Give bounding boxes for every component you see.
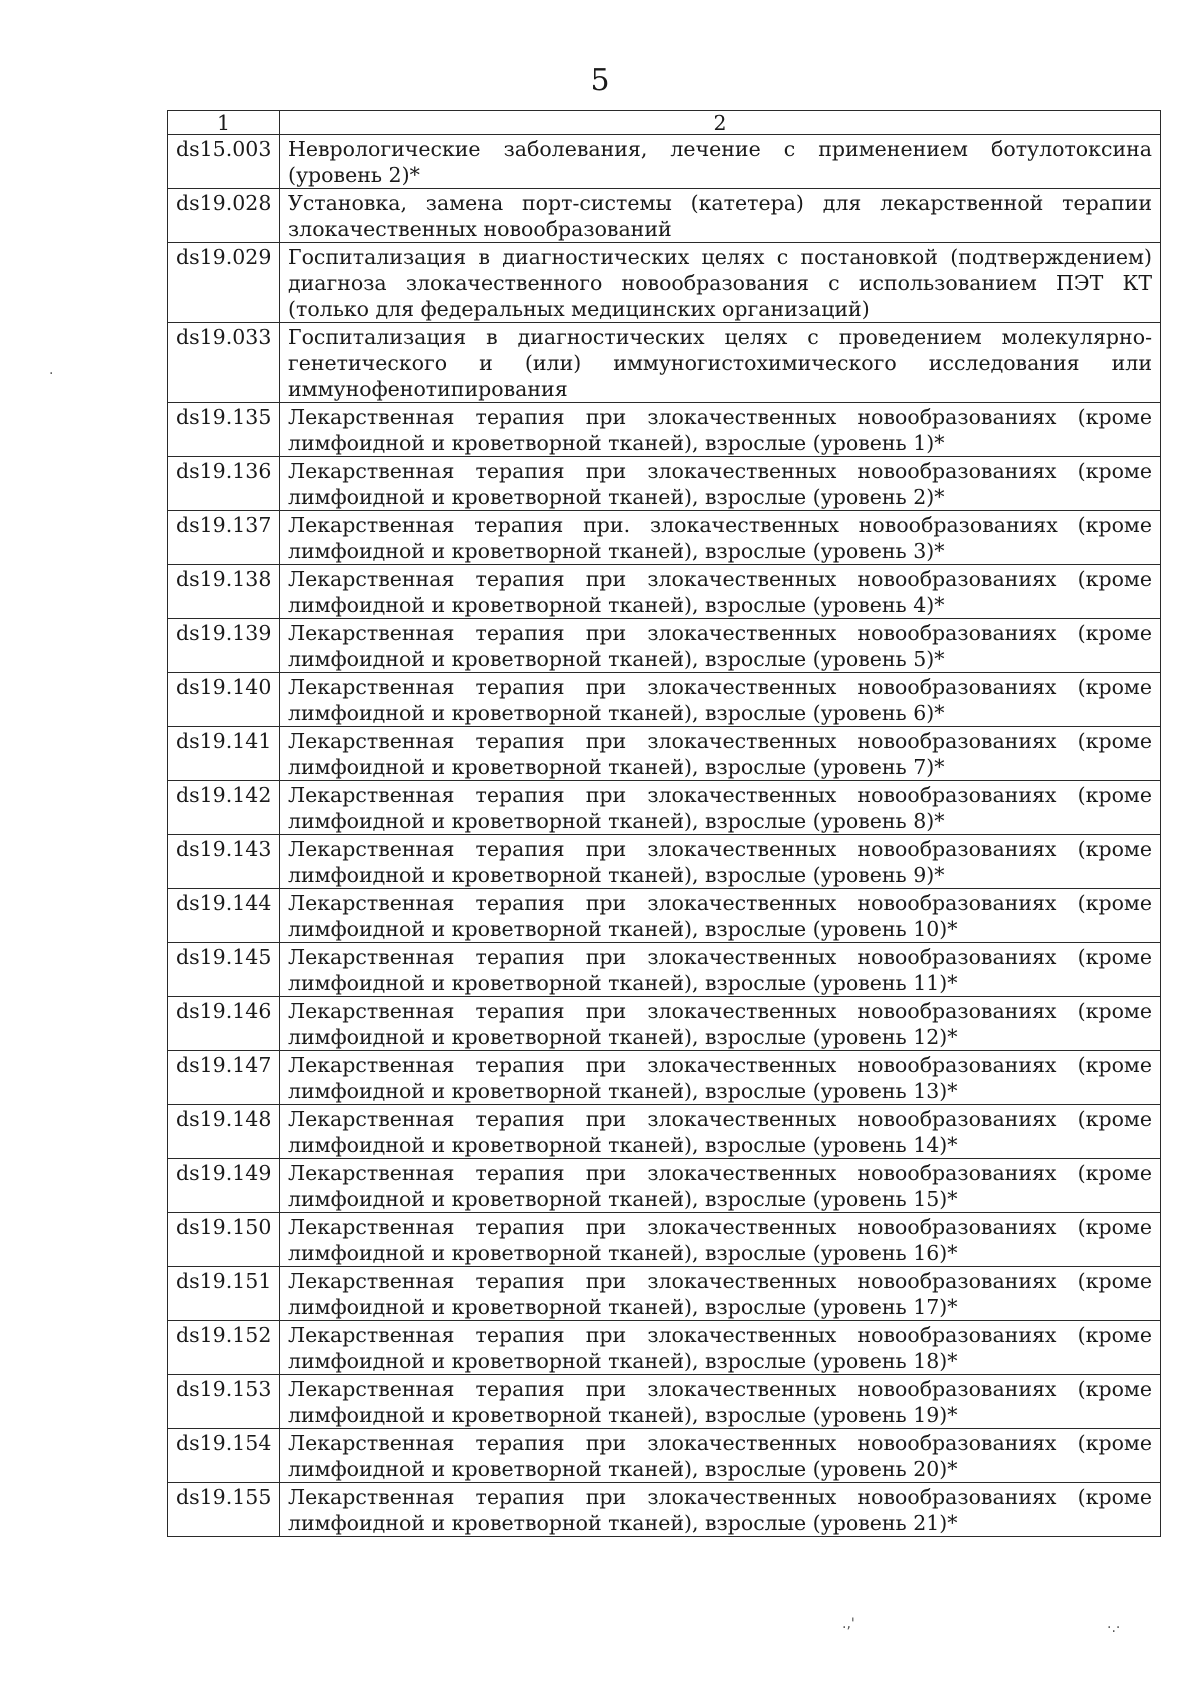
row-description: Лекарственная терапия при злокачественных новообразованиях (кроме лимфоидной и кроветворной тканей), взрослые (уровень 9)*: [280, 835, 1161, 889]
row-code: ds19.136: [168, 457, 280, 511]
table-row: [168, 1105, 1161, 1159]
column-header-1: 1: [168, 111, 280, 135]
scan-speck: .,': [842, 1616, 855, 1632]
page-number: 5: [590, 63, 610, 98]
row-code: ds19.028: [168, 189, 280, 243]
row-code: ds19.141: [168, 727, 280, 781]
tariff-table: [167, 110, 1161, 1537]
row-code: ds19.143: [168, 835, 280, 889]
row-description: Лекарственная терапия при злокачественных новообразованиях (кроме лимфоидной и кроветворной тканей), взрослые (уровень 14)*: [280, 1105, 1161, 1159]
table-row: [168, 727, 1161, 781]
row-description: Лекарственная терапия при злокачественных новообразованиях (кроме лимфоидной и кроветворной тканей), взрослые (уровень 5)*: [280, 619, 1161, 673]
table-row: [168, 323, 1161, 403]
row-description: Лекарственная терапия при злокачественных новообразованиях (кроме лимфоидной и кроветворной тканей), взрослые (уровень 19)*: [280, 1375, 1161, 1429]
table-row: [168, 243, 1161, 323]
row-description: Лекарственная терапия при злокачественных новообразованиях (кроме лимфоидной и кроветворной тканей), взрослые (уровень 15)*: [280, 1159, 1161, 1213]
table-row: [168, 1213, 1161, 1267]
table-row: [168, 673, 1161, 727]
table-row: [168, 835, 1161, 889]
scan-speck: ·.·: [1107, 1620, 1121, 1636]
table-row: [168, 1051, 1161, 1105]
row-code: ds19.148: [168, 1105, 280, 1159]
row-description: Лекарственная терапия при злокачественных новообразованиях (кроме лимфоидной и кроветворной тканей), взрослые (уровень 4)*: [280, 565, 1161, 619]
row-description: Госпитализация в диагностических целях с проведением молекулярно-генетического и (или) иммуногистохимического исследования или иммунофенотипирования: [280, 323, 1161, 403]
row-code: ds19.029: [168, 243, 280, 323]
row-code: ds19.145: [168, 943, 280, 997]
row-description: Лекарственная терапия при злокачественных новообразованиях (кроме лимфоидной и кроветворной тканей), взрослые (уровень 13)*: [280, 1051, 1161, 1105]
table-row: [168, 1321, 1161, 1375]
row-code: ds19.147: [168, 1051, 280, 1105]
table-row: [168, 1159, 1161, 1213]
row-code: ds19.135: [168, 403, 280, 457]
row-code: ds19.153: [168, 1375, 280, 1429]
row-description: Лекарственная терапия при. злокачественных новообразованиях (кроме лимфоидной и кроветворной тканей), взрослые (уровень 3)*: [280, 511, 1161, 565]
row-code: ds19.152: [168, 1321, 280, 1375]
row-description: Лекарственная терапия при злокачественных новообразованиях (кроме лимфоидной и кроветворной тканей), взрослые (уровень 2)*: [280, 457, 1161, 511]
table-header-row: [168, 111, 1161, 135]
row-code: ds19.151: [168, 1267, 280, 1321]
table-row: [168, 943, 1161, 997]
row-description: Лекарственная терапия при злокачественных новообразованиях (кроме лимфоидной и кроветворной тканей), взрослые (уровень 6)*: [280, 673, 1161, 727]
scan-speck: ·: [49, 366, 54, 382]
table-row: [168, 889, 1161, 943]
table-row: [168, 781, 1161, 835]
row-code: ds15.003: [168, 135, 280, 189]
row-code: ds19.137: [168, 511, 280, 565]
row-code: ds19.138: [168, 565, 280, 619]
row-code: ds19.149: [168, 1159, 280, 1213]
row-description: Лекарственная терапия при злокачественных новообразованиях (кроме лимфоидной и кроветворной тканей), взрослые (уровень 17)*: [280, 1267, 1161, 1321]
row-code: ds19.150: [168, 1213, 280, 1267]
table-row: [168, 189, 1161, 243]
table-row: [168, 1375, 1161, 1429]
table-row: [168, 511, 1161, 565]
table-row: [168, 565, 1161, 619]
column-header-2: 2: [280, 111, 1161, 135]
table-row: [168, 1267, 1161, 1321]
table-row: [168, 403, 1161, 457]
row-code: ds19.154: [168, 1429, 280, 1483]
table-row: [168, 1429, 1161, 1483]
row-code: ds19.146: [168, 997, 280, 1051]
row-description: Лекарственная терапия при злокачественных новообразованиях (кроме лимфоидной и кроветворной тканей), взрослые (уровень 8)*: [280, 781, 1161, 835]
row-description: Лекарственная терапия при злокачественных новообразованиях (кроме лимфоидной и кроветворной тканей), взрослые (уровень 7)*: [280, 727, 1161, 781]
row-description: Госпитализация в диагностических целях с постановкой (подтверждением) диагноза злокачественного новообразования с использованием ПЭТ КТ (только для федеральных медицинских организаций): [280, 243, 1161, 323]
row-description: Лекарственная терапия при злокачественных новообразованиях (кроме лимфоидной и кроветворной тканей), взрослые (уровень 12)*: [280, 997, 1161, 1051]
table-body: [168, 135, 1161, 1537]
table-row: [168, 619, 1161, 673]
row-description: Лекарственная терапия при злокачественных новообразованиях (кроме лимфоидной и кроветворной тканей), взрослые (уровень 11)*: [280, 943, 1161, 997]
row-description: Лекарственная терапия при злокачественных новообразованиях (кроме лимфоидной и кроветворной тканей), взрослые (уровень 10)*: [280, 889, 1161, 943]
row-code: ds19.142: [168, 781, 280, 835]
row-description: Лекарственная терапия при злокачественных новообразованиях (кроме лимфоидной и кроветворной тканей), взрослые (уровень 1)*: [280, 403, 1161, 457]
table-row: [168, 135, 1161, 189]
row-code: ds19.155: [168, 1483, 280, 1537]
row-code: ds19.033: [168, 323, 280, 403]
row-code: ds19.140: [168, 673, 280, 727]
table-row: [168, 457, 1161, 511]
row-description: Лекарственная терапия при злокачественных новообразованиях (кроме лимфоидной и кроветворной тканей), взрослые (уровень 21)*: [280, 1483, 1161, 1537]
row-description: Лекарственная терапия при злокачественных новообразованиях (кроме лимфоидной и кроветворной тканей), взрослые (уровень 18)*: [280, 1321, 1161, 1375]
table-row: [168, 1483, 1161, 1537]
table-row: [168, 997, 1161, 1051]
row-description: Лекарственная терапия при злокачественных новообразованиях (кроме лимфоидной и кроветворной тканей), взрослые (уровень 20)*: [280, 1429, 1161, 1483]
row-code: ds19.139: [168, 619, 280, 673]
row-description: Неврологические заболевания, лечение с применением ботулотоксина (уровень 2)*: [280, 135, 1161, 189]
row-description: Лекарственная терапия при злокачественных новообразованиях (кроме лимфоидной и кроветворной тканей), взрослые (уровень 16)*: [280, 1213, 1161, 1267]
row-code: ds19.144: [168, 889, 280, 943]
row-description: Установка, замена порт-системы (катетера) для лекарственной терапии злокачественных новообразований: [280, 189, 1161, 243]
